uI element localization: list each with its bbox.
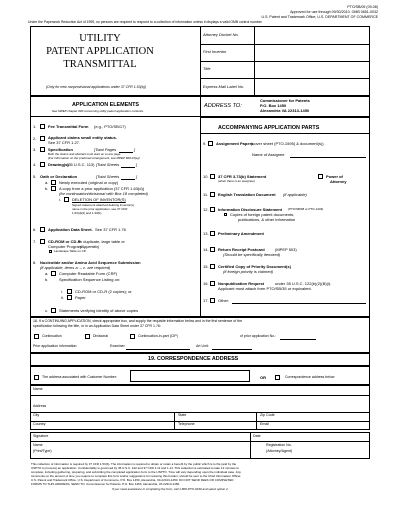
elements-subheading: See MPEP chapter 600 concerning utility patent application contents. — [52, 109, 144, 113]
drawings-total-sheets-input[interactable] — [121, 167, 135, 168]
assignee-name-input[interactable] — [290, 157, 366, 158]
address-line2: P.O. Box 1450 — [260, 103, 287, 108]
continuing-text-1: 18. If a CONTINUING APPLICATION, check appropriate box, and supply the requisite information below and in the first sentence of the — [33, 319, 243, 323]
examiner-input[interactable] — [126, 349, 190, 350]
burden-statement-4: comments on the amount of time you require to complete this form and/or suggestions for reducing this burden, should be sent to the Chief Information Officer, — [31, 474, 242, 478]
cdrom-checkbox[interactable] — [40, 239, 45, 244]
approval-note: Approved for use through 09/30/2010. OMB 0651-0032 — [290, 10, 378, 14]
city-label: City — [33, 413, 40, 417]
assignment-papers-label: Assignment Papers — [216, 141, 254, 146]
pra-notice: Under the Paperwork Reduction Act of 1995, no persons are required to respond to a collection of information unless it displays a valid OMB control number. — [28, 20, 263, 24]
parts-heading: ACCOMPANYING APPLICATION PARTS — [218, 125, 320, 131]
express-mail-input[interactable] — [255, 79, 369, 95]
english-translation-label: English Translation Document — [218, 192, 276, 197]
form-title-line1: UTILITY — [79, 33, 121, 44]
burden-statement-6: FORMS TO THIS ADDRESS. SEND TO: Commissioner for Patents, P.O. Box 1450, Alexandria, VA 22313-1450. — [31, 482, 181, 486]
date-label: Date — [253, 434, 261, 438]
first-inventor-input[interactable] — [255, 45, 369, 60]
cfr-statement-checkbox[interactable] — [210, 174, 215, 179]
email-label: Email — [260, 422, 269, 426]
elements-heading: APPLICATION ELEMENTS — [72, 102, 139, 108]
nonpublication-label: Nonpublication Request — [218, 281, 264, 286]
name-label: Name — [33, 387, 43, 391]
telephone-label: Telephone — [178, 422, 195, 426]
express-mail-label: Express Mail Label No. — [203, 84, 245, 89]
address-input[interactable] — [60, 396, 368, 411]
correspondence-heading: 19. CORRESPONDENCE ADDRESS — [148, 356, 239, 362]
address-to-label: ADDRESS TO: — [204, 103, 242, 109]
burden-statement-3: complete, including gathering, preparing, and submitting the completed application form to the USPTO. Time will vary depending upon the individual case. Any — [31, 470, 241, 474]
certified-copy-checkbox[interactable] — [210, 264, 215, 269]
office-name: U.S. Patent and Trademark Office; U.S. DEPARTMENT OF COMMERCE — [261, 15, 378, 19]
attorney-docket-input[interactable] — [255, 27, 369, 43]
burden-statement-2: USPTO to process) an application. Confidentiality is governed by 35 U.S.C. 122 and 37 CFR 1.11 and 1.14. This collection is estimated to take 12 minutes to — [31, 466, 239, 470]
customer-number-checkbox[interactable] — [34, 375, 39, 380]
drawings-checkbox[interactable] — [40, 162, 45, 167]
nonpublication-checkbox[interactable] — [210, 281, 215, 286]
name-input[interactable] — [60, 386, 368, 394]
ids-checkbox[interactable] — [210, 207, 215, 212]
power-of-attorney-checkbox[interactable] — [318, 174, 323, 179]
statements-checkbox[interactable] — [51, 308, 56, 313]
english-translation-checkbox[interactable] — [210, 192, 215, 197]
preliminary-amendment-checkbox[interactable] — [210, 231, 215, 236]
app-data-sheet-checkbox[interactable] — [40, 227, 45, 232]
spec-total-pages-input[interactable] — [119, 152, 133, 153]
assistance-note: If you need assistance in completing the form, call 1-800-PTO-9199 and select option 2. — [112, 487, 229, 491]
crf-checkbox[interactable] — [51, 271, 56, 276]
title-label: Title — [203, 66, 211, 71]
signature-label: Signature — [33, 434, 49, 438]
assignment-papers-checkbox[interactable] — [208, 141, 213, 146]
address-label: Address — [33, 404, 47, 408]
sig-name-input[interactable] — [66, 442, 248, 458]
foreign-copies-checkbox[interactable] — [224, 213, 227, 216]
customer-number-input[interactable] — [130, 370, 250, 382]
oath-declaration-label: Oath or Declaration — [40, 174, 78, 179]
preliminary-amendment-label: Preliminary Amendment — [218, 231, 264, 236]
small-entity-label: Applicant claims small entity status. — [48, 135, 117, 140]
burden-statement-1: This collection of information is required by 37 CFR 1.53(b). The information is required to obtain or retain a benefit by the public which is to file (and by the — [31, 462, 237, 466]
specification-checkbox[interactable] — [40, 147, 45, 152]
prior-copy-checkbox[interactable] — [51, 186, 56, 191]
sequence-paper-checkbox[interactable] — [67, 295, 72, 300]
title-note: (Only for new nonprovisional applications under 37 CFR 1.53(b)) — [46, 85, 146, 89]
burden-statement-5: U.S. Patent and Trademark Office, U.S. Department of Commerce, P.O. Box 1450, Alexandria, VA 22313-1450. DO NOT SEND FEES OR COMPLETED — [31, 478, 234, 482]
other-label: Other: — [218, 298, 230, 303]
oath-total-sheets-input[interactable] — [121, 179, 135, 180]
landscape-table-checkbox[interactable] — [49, 250, 52, 253]
other-checkbox[interactable] — [210, 298, 215, 303]
sig-name-label: Name — [33, 443, 43, 447]
correspondence-below-checkbox[interactable] — [275, 375, 280, 380]
prior-app-number-input[interactable] — [280, 339, 316, 340]
continuation-checkbox[interactable] — [34, 334, 39, 339]
continuing-text-2: specification following the title, or in an Application Data Sheet under 37 CFR 1.76: — [33, 324, 161, 328]
return-receipt-label: Return Receipt Postcard — [218, 247, 265, 252]
state-label: State — [178, 413, 187, 417]
form-title-line3: TRANSMITTAL — [63, 59, 137, 70]
drawings-label: Drawing(s) — [48, 162, 69, 167]
sequence-submission-label: Nucleotide and/or Amino Acid Sequence Submission — [40, 260, 141, 265]
fee-transmittal-checkbox[interactable] — [40, 124, 45, 129]
divisional-checkbox[interactable] — [85, 334, 90, 339]
return-receipt-checkbox[interactable] — [210, 247, 215, 252]
certified-copy-label: Certified Copy of Priority Document(s) — [218, 264, 291, 269]
specification-label: Specification — [48, 147, 73, 152]
first-inventor-label: First Inventor — [203, 49, 227, 54]
form-title-line2: PATENT APPLICATION — [46, 46, 154, 57]
title-input[interactable] — [255, 62, 369, 77]
small-entity-checkbox[interactable] — [40, 136, 45, 141]
sequence-cdrom-checkbox[interactable] — [67, 289, 72, 294]
app-data-sheet-label: Application Data Sheet. — [48, 227, 93, 232]
registration-label: Registration No. — [266, 443, 292, 447]
cip-checkbox[interactable] — [130, 334, 135, 339]
country-label: Country — [33, 422, 46, 426]
other-input[interactable] — [232, 303, 366, 304]
deletion-inventor-checkbox[interactable] — [64, 197, 69, 202]
cdrom-label: CD-ROM or CD-R — [48, 239, 81, 244]
address-line1: Commissioner for Patents — [260, 98, 310, 103]
signature-input[interactable] — [66, 433, 248, 440]
zip-label: Zip Code — [260, 413, 275, 417]
art-unit-input[interactable] — [212, 349, 252, 350]
date-input[interactable] — [268, 433, 368, 440]
attorney-docket-label: Attorney Docket No. — [203, 32, 239, 37]
cfr-statement-label: 37 CFR 3.73(b) Statement — [218, 174, 267, 179]
fee-transmittal-label: Fee Transmittal Form — [48, 124, 89, 129]
newly-executed-checkbox[interactable] — [51, 180, 56, 185]
ids-label: Information Disclosure Statement — [218, 207, 283, 212]
form-number: PTO/SB/05 (09-08) — [347, 5, 378, 9]
address-line3: Alexandria VA 22313-1450 — [260, 108, 310, 113]
